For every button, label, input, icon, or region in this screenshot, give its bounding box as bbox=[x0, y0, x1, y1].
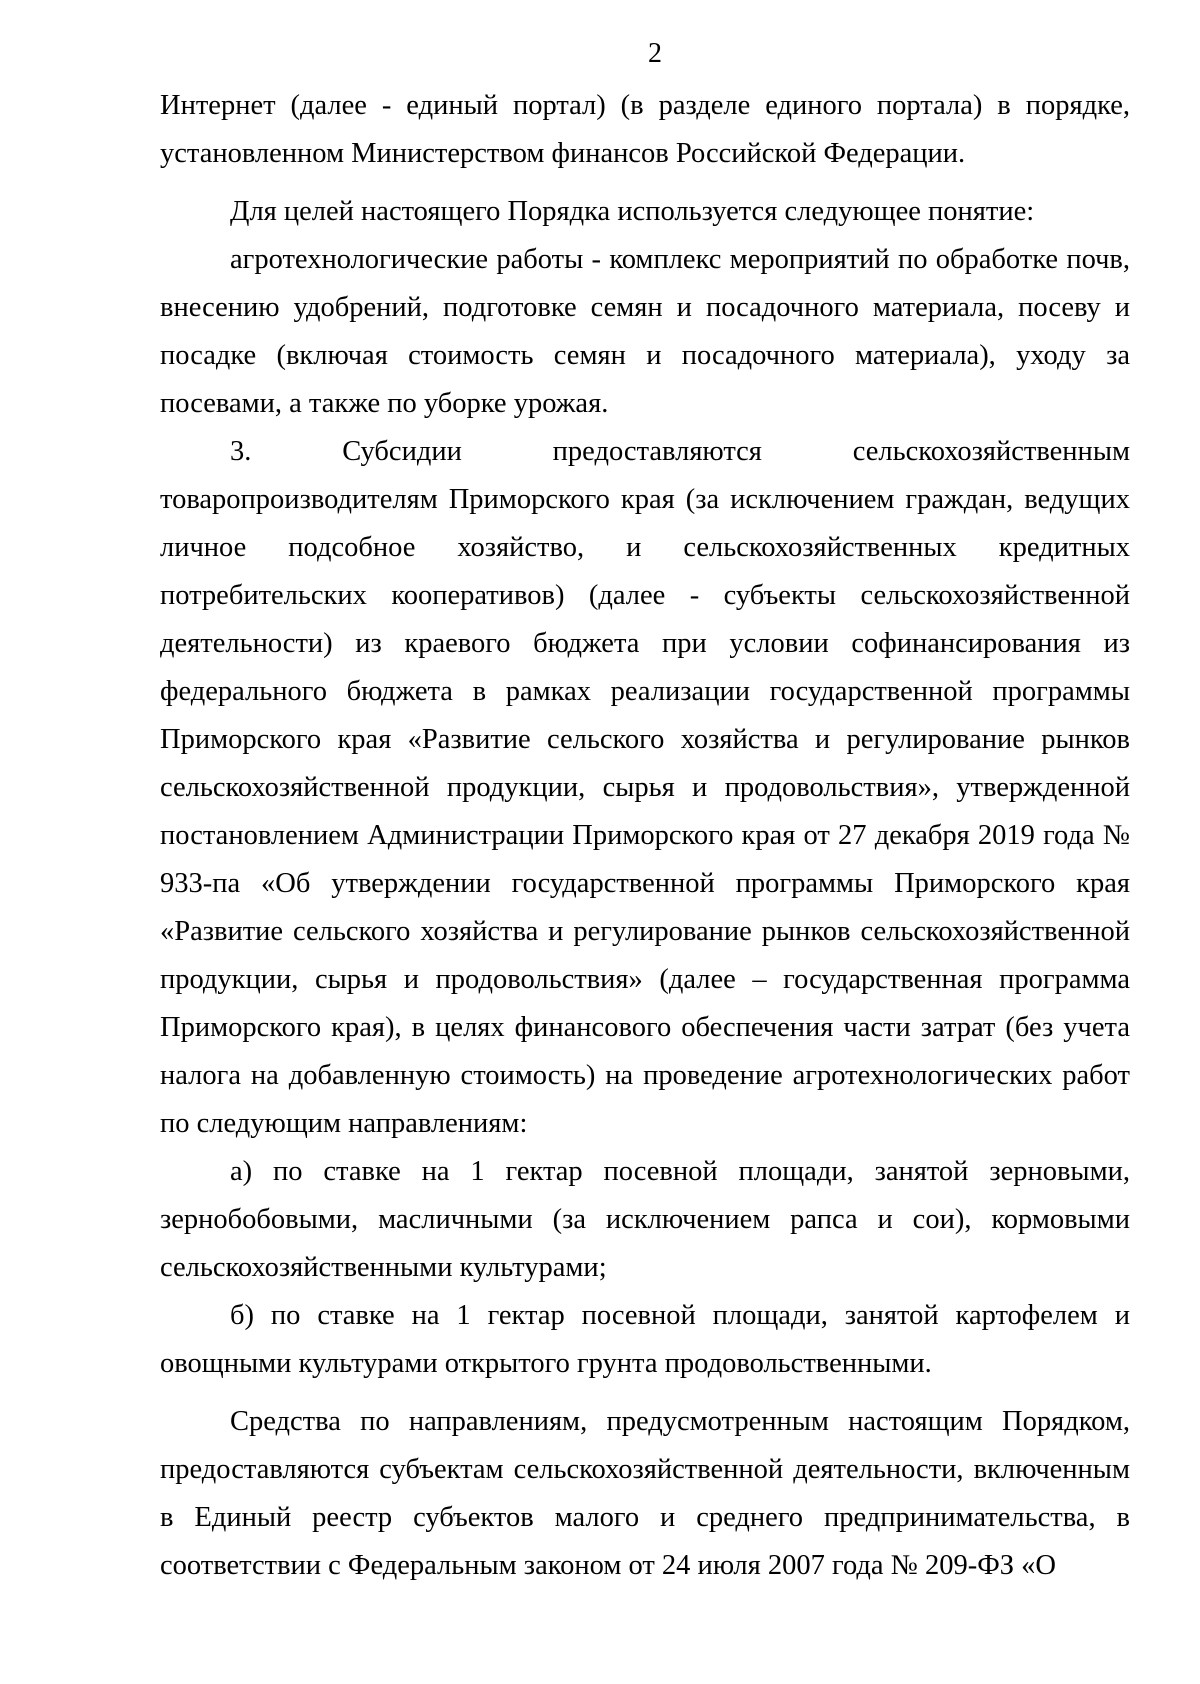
paragraph-item-b: б) по ставке на 1 гектар посевной площади, занятой картофелем и овощными культурами открытого грунта продовольственными. bbox=[160, 1300, 1130, 1379]
paragraph-definition-intro: Для целей настоящего Порядка используется следующее понятие: bbox=[230, 196, 1035, 227]
page-number: 2 bbox=[648, 38, 662, 69]
paragraph-definition-agrotech: агротехнологические работы - комплекс мероприятий по обработке почв, внесению удобрений, подготовке семян и посадочного материала, посеву и посадке (включая стоимость семян и посадочного материала), уходу за посевами, а также по уборке урожая. bbox=[160, 244, 1130, 419]
paragraph-funds: Средства по направлениям, предусмотренным настоящим Порядком, предоставляются субъектам сельскохозяйственной деятельности, включенным в Единый реестр субъектов малого и среднего предпринимательства, в соответствии с Федеральным законом от 24 июля 2007 года № 209-ФЗ «О bbox=[160, 1406, 1130, 1581]
paragraph-item-a: а) по ставке на 1 гектар посевной площади, занятой зерновыми, зернобобовыми, масличными (за исключением рапса и сои), кормовыми сельскохозяйственными культурами; bbox=[160, 1156, 1130, 1283]
paragraph-clause-3: 3. Субсидии предоставляются сельскохозяйственным товаропроизводителям Приморского края (за исключением граждан, ведущих личное подсобное хозяйство, и сельскохозяйственных кредитных потребительских кооперативов) (далее - субъекты сельскохозяйственной деятельности) из краевого бюджета при условии софинансирования из федерального бюджета в рамках реализации государственной программы Приморского края «Развитие сельского хозяйства и регулирование рынков сельскохозяйственной продукции, сырья и продовольствия», утвержденной постановлением Администрации Приморского края от 27 декабря 2019 года № 933-па «Об утверждении государственной программы Приморского края «Развитие сельского хозяйства и регулирование рынков сельскохозяйственной продукции, сырья и продовольствия» (далее – государственная программа Приморского края), в целях финансового обеспечения части затрат (без учета налога на добавленную стоимость) на проведение агротехнологических работ по следующим направлениям: bbox=[160, 436, 1130, 1139]
document-page bbox=[160, 34, 1130, 1590]
paragraph-portal-continuation: Интернет (далее - единый портал) (в разделе единого портала) в порядке, установленном Министерством финансов Российской Федерации. bbox=[160, 90, 1130, 169]
